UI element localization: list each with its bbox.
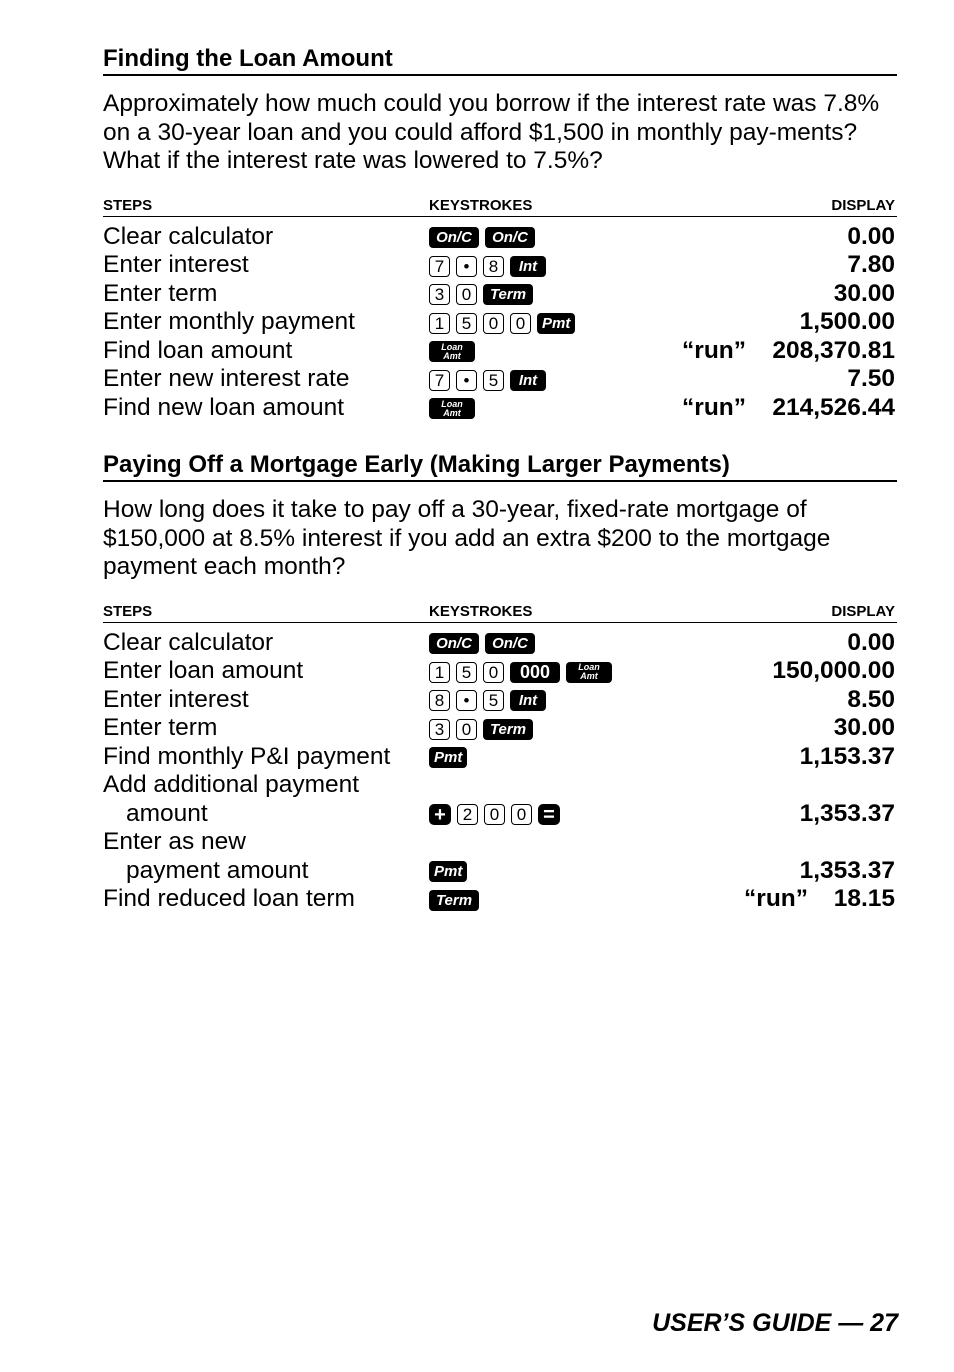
step-label: Enter new interest rate <box>103 365 350 392</box>
display-value: 30.00 <box>833 714 895 741</box>
step-label: Enter loan amount <box>103 657 304 684</box>
digit-key: 7 <box>429 256 450 277</box>
run-indicator: “run” <box>682 336 746 364</box>
int-key: Int <box>510 370 546 391</box>
step-label: amount <box>126 799 208 827</box>
table-row <box>103 714 897 743</box>
digit-key: 5 <box>456 662 477 683</box>
display-value: 208,370.81 <box>772 336 895 364</box>
digit-key: 0 <box>456 719 477 740</box>
table-row <box>103 629 897 658</box>
keystrokes <box>429 284 533 306</box>
step-label: Enter term <box>103 714 218 741</box>
steps-table <box>103 223 897 423</box>
step-label: Add additional payment <box>103 771 360 798</box>
digit-key: 0 <box>456 284 477 305</box>
step-label: Clear calculator <box>103 628 274 656</box>
column-header-display: DISPLAY <box>831 602 895 620</box>
table-row <box>103 308 897 337</box>
table-row <box>103 857 897 886</box>
loan-amount-key: Loan Amt <box>429 341 475 362</box>
section-paragraph: How long does it take to pay off a 30-year, fixed-rate mortgage of $150,000 at 8.5% interest if you add an extra $200 to the mortgage payment each month? <box>103 496 831 580</box>
step-label: Find monthly P&I payment <box>103 742 391 770</box>
column-header-steps: STEPS <box>103 196 153 214</box>
steps-table <box>103 629 897 914</box>
section-paragraph: Approximately how much could you borrow if the interest rate was 7.8% on a 30-year loan and you could afford $1,500 in monthly pay-ments? What if the interest rate was lowered to 7.5%? <box>103 90 880 174</box>
on-c-key: On/C <box>485 227 535 248</box>
digit-key: 0 <box>483 313 504 334</box>
table-row <box>103 686 897 715</box>
digit-key: 3 <box>429 284 450 305</box>
keystrokes <box>429 312 575 334</box>
table-row <box>103 223 897 252</box>
display-value: 8.50 <box>847 685 895 713</box>
digit-key: 1 <box>429 662 450 683</box>
keystrokes <box>429 633 535 655</box>
run-indicator: “run” <box>682 393 746 421</box>
digit-key: 8 <box>429 690 450 711</box>
table-row <box>103 251 897 280</box>
digit-key: 2 <box>457 804 478 825</box>
display-value: 7.80 <box>847 251 895 278</box>
footer-text: USER’S GUIDE — 27 <box>652 1309 898 1337</box>
display-value: 150,000.00 <box>772 657 895 684</box>
decimal-key: • <box>456 690 477 711</box>
equals-key: = <box>538 804 560 825</box>
plus-key: + <box>429 804 451 825</box>
term-key: Term <box>429 890 479 911</box>
display-value: 1,353.37 <box>799 856 895 884</box>
keystrokes <box>429 661 612 683</box>
section-title: Finding the Loan Amount <box>103 44 897 76</box>
section-title: Paying Off a Mortgage Early (Making Larger Payments) <box>103 450 897 482</box>
term-key: Term <box>483 284 533 305</box>
column-header-keystrokes: KEYSTROKES <box>429 196 533 214</box>
step-label: Find loan amount <box>103 336 293 364</box>
display-value: 1,353.37 <box>799 799 895 827</box>
on-c-key: On/C <box>429 227 479 248</box>
step-label: Enter as new <box>103 828 246 855</box>
table-row <box>103 771 897 800</box>
display-value: 0.00 <box>847 628 895 656</box>
pmt-key: Pmt <box>429 747 467 768</box>
000-key: 000 <box>510 662 560 683</box>
step-label: payment amount <box>126 856 309 884</box>
table-row <box>103 828 897 857</box>
table-row <box>103 365 897 394</box>
step-label: Find reduced loan term <box>103 885 355 912</box>
display-value: 18.15 <box>833 885 895 912</box>
keystrokes <box>429 718 533 740</box>
digit-key: 5 <box>456 313 477 334</box>
decimal-key: • <box>456 370 477 391</box>
run-indicator: “run” <box>744 885 808 912</box>
page-footer <box>652 1309 898 1338</box>
display-value: 0.00 <box>847 222 895 250</box>
step-label: Enter term <box>103 279 218 307</box>
pmt-key: Pmt <box>429 861 467 882</box>
keystrokes <box>429 398 475 420</box>
column-header-display: DISPLAY <box>831 196 895 214</box>
section-paying-off-mortgage <box>103 450 897 914</box>
table-row <box>103 657 897 686</box>
loan-amount-key: Loan Amt <box>566 662 612 683</box>
display-value: 1,153.37 <box>799 742 895 770</box>
display-value: 7.50 <box>847 365 895 392</box>
table-row <box>103 743 897 772</box>
digit-key: 5 <box>483 370 504 391</box>
keystrokes <box>429 227 535 249</box>
digit-key: 7 <box>429 370 450 391</box>
keystrokes <box>429 804 560 826</box>
decimal-key: • <box>456 256 477 277</box>
keystrokes <box>429 747 467 769</box>
digit-key: 5 <box>483 690 504 711</box>
column-headers <box>103 196 897 217</box>
step-label: Find new loan amount <box>103 393 345 421</box>
on-c-key: On/C <box>429 633 479 654</box>
column-header-steps: STEPS <box>103 602 153 620</box>
table-row <box>103 394 897 423</box>
digit-key: 0 <box>511 804 532 825</box>
int-key: Int <box>510 256 546 277</box>
digit-key: 0 <box>510 313 531 334</box>
digit-key: 3 <box>429 719 450 740</box>
keystrokes <box>429 861 467 883</box>
digit-key: 8 <box>483 256 504 277</box>
keystrokes <box>429 255 546 277</box>
keystrokes <box>429 341 475 363</box>
step-label: Enter interest <box>103 685 249 713</box>
term-key: Term <box>483 719 533 740</box>
step-label: Enter interest <box>103 251 249 278</box>
on-c-key: On/C <box>485 633 535 654</box>
display-value: 214,526.44 <box>772 393 895 421</box>
display-value: 30.00 <box>833 279 895 307</box>
table-row <box>103 337 897 366</box>
table-row <box>103 280 897 309</box>
pmt-key: Pmt <box>537 313 575 334</box>
keystrokes <box>429 889 479 911</box>
digit-key: 1 <box>429 313 450 334</box>
step-label: Enter monthly payment <box>103 308 355 335</box>
digit-key: 0 <box>483 662 504 683</box>
keystrokes <box>429 369 546 391</box>
step-label: Clear calculator <box>103 222 274 250</box>
column-header-keystrokes: KEYSTROKES <box>429 602 533 620</box>
digit-key: 0 <box>484 804 505 825</box>
table-row <box>103 800 897 829</box>
loan-amount-key: Loan Amt <box>429 398 475 419</box>
column-headers <box>103 602 897 623</box>
int-key: Int <box>510 690 546 711</box>
section-finding-loan-amount <box>103 44 897 422</box>
display-value: 1,500.00 <box>799 308 895 335</box>
table-row <box>103 885 897 914</box>
page <box>103 44 897 914</box>
keystrokes <box>429 690 546 712</box>
